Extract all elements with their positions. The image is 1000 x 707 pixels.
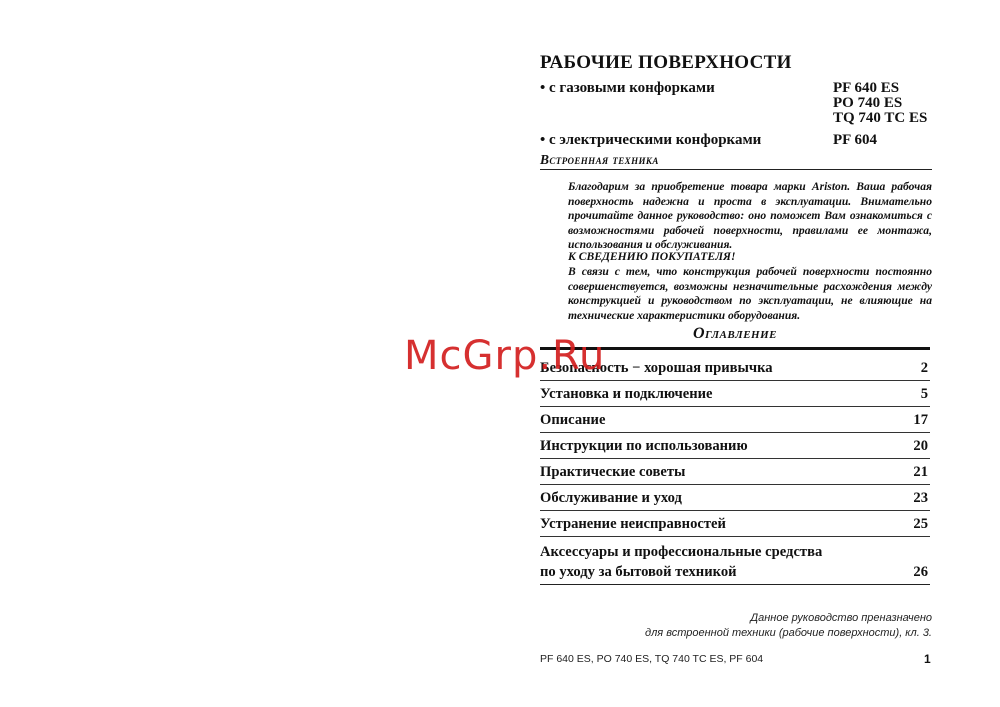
toc-item-description[interactable] (540, 407, 930, 433)
watermark: McGrp.Ru (404, 333, 606, 379)
electric-hobs-label: • с электрическими конфорками (540, 132, 762, 148)
notice-heading: К СВЕДЕНИЮ ПОКУПАТЕЛЯ! (568, 250, 736, 263)
gas-hobs-label: • с газовыми конфорками (540, 80, 715, 96)
toc-item-page: 5 (920, 386, 928, 402)
toc-item-label: Описание (540, 412, 606, 428)
toc-item-page: 20 (913, 438, 928, 454)
header-divider (540, 169, 932, 170)
toc-item-installation[interactable] (540, 381, 930, 407)
toc-item-label: Безопасность − хорошая привычка (540, 360, 773, 376)
page-title: РАБОЧИЕ ПОВЕРХНОСТИ (540, 52, 792, 73)
toc-item-page: 17 (913, 412, 928, 428)
intro-paragraph: Благодарим за приобретение товара марки Ariston. Ваша рабочая поверхность надежна и проста в эксплуатации. Внимательно прочитайте данное руководство: оно поможет Вам ознакомиться с возможностями рабочей поверхности, правилами ее монтажа, использования и обслуживания. (568, 180, 932, 252)
toc-item-page: 21 (913, 464, 928, 480)
notice-text: В связи с тем, что конструкция рабочей поверхности постоянно совершенствуется, возможны незначительные расхождения между конструкцией и руководством по эксплуатации, не влияющие на технические характеристики оборудования. (568, 265, 932, 322)
table-of-contents (540, 347, 930, 585)
model-po740es: PO 740 ES (833, 95, 903, 111)
toc-item-label: Установка и подключение (540, 386, 713, 402)
model-pf640es: PF 640 ES (833, 80, 900, 96)
toc-item-page: 25 (913, 516, 928, 532)
toc-title-text: Оглавление (693, 325, 777, 342)
applicability-note-line2: для встроенной техники (рабочие поверхности), кл. 3. (645, 627, 932, 639)
page-number: 1 (924, 652, 931, 666)
toc-item-tips[interactable] (540, 459, 930, 485)
subtitle-text: Встроенная техника (540, 152, 659, 167)
toc-item-troubleshooting[interactable] (540, 511, 930, 537)
toc-item-label: Инструкции по использованию (540, 438, 748, 454)
model-tq740tces: TQ 740 TC ES (833, 110, 928, 126)
toc-item-page: 26 (913, 564, 928, 580)
toc-item-label: Обслуживание и уход (540, 490, 682, 506)
applicability-note-line1: Данное руководство преназначено (750, 612, 932, 624)
toc-item-label-line1: Аксессуары и профессиональные средства (540, 544, 823, 560)
toc-item-label-line2: по уходу за бытовой техникой (540, 564, 737, 580)
built-in-subtitle (540, 152, 659, 168)
footer-models: PF 640 ES, PO 740 ES, TQ 740 TC ES, PF 604 (540, 653, 764, 665)
toc-item-label: Устранение неисправностей (540, 516, 726, 532)
toc-item-page: 23 (913, 490, 928, 506)
toc-item-maintenance[interactable] (540, 485, 930, 511)
toc-item-instructions[interactable] (540, 433, 930, 459)
toc-item-accessories[interactable] (540, 537, 930, 585)
toc-item-label: Практические советы (540, 464, 686, 480)
model-pf604: PF 604 (833, 132, 878, 148)
toc-item-page: 2 (920, 360, 928, 376)
